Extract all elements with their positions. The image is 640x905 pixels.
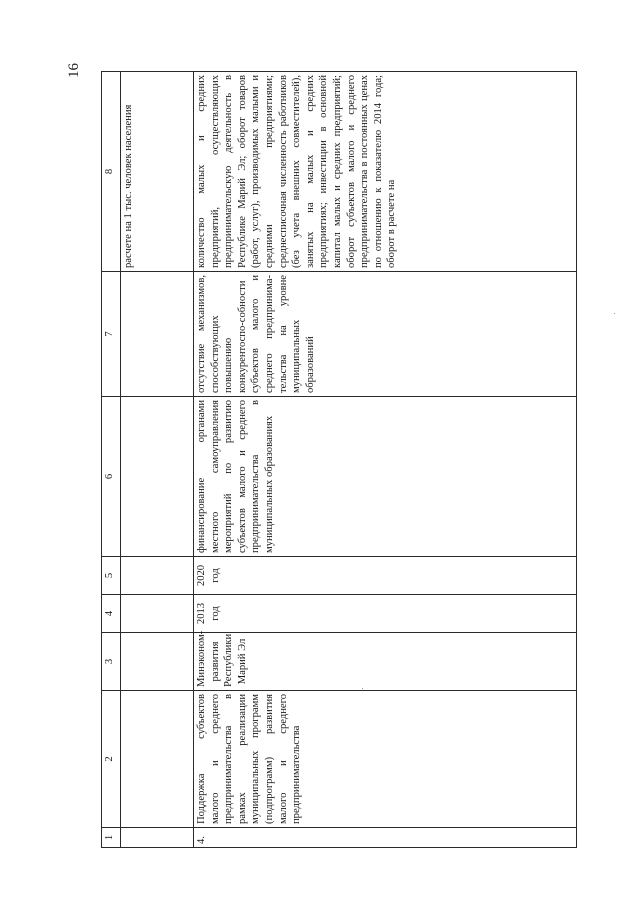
measure-name-cell: Поддержка субъектов малого и среднего предпринимательства в рамках реализации муниципальных программ (подпрограмм) развития малого и среднего предпринимательства <box>194 691 577 828</box>
table-row <box>194 72 577 848</box>
cont-cell-1 <box>121 828 194 848</box>
consequences-cell: отсутствие механизмов, способствующих повышению конкурентоспо-собности субъектов малого и среднего предпринима-тельства на уровне муниципальных образований <box>194 272 577 397</box>
col-header-4: 4 <box>102 595 121 633</box>
cont-cell-7 <box>121 272 194 397</box>
expected-result-cell: финансирование органами местного самоуправления мероприятий по развитию субъектов малого и среднего предпринимательства в муниципальных образованиях <box>194 397 577 557</box>
cont-cell-4 <box>121 595 194 633</box>
col-header-1: 1 <box>102 828 121 848</box>
col-header-2: 2 <box>102 691 121 828</box>
measures-table <box>101 71 577 848</box>
row-number: 4. <box>194 828 577 848</box>
col-header-5: 5 <box>102 557 121 595</box>
col-header-3: 3 <box>102 633 121 691</box>
start-year-cell: 2013 год <box>194 595 577 633</box>
cont-cell-3 <box>121 633 194 691</box>
indicators-cell: количество малых и средних предприятий, осуществляющих предпринимательскую деятельность в Республике Марий Эл; оборот товаров (работ, услуг), производимых малыми и средними предприятиями; среднесписочная численность работников (без учета внешних совместителей), занятых на малых и средних предприятиях; инвестиции в основной капитал малых и средних предприятий; оборот субъектов малого и среднего предпринимательства в постоянных ценах по отношению к показателю 2014 года; оборот в расчете на <box>194 72 577 272</box>
col-header-8: 8 <box>102 72 121 272</box>
rotated-table-sheet <box>101 72 583 848</box>
cont-indicator-cell: расчете на 1 тыс. человек населения <box>121 72 194 272</box>
col-header-7: 7 <box>102 272 121 397</box>
cont-cell-2 <box>121 691 194 828</box>
cont-cell-5 <box>121 557 194 595</box>
col-header-6: 6 <box>102 397 121 557</box>
header-row <box>102 72 121 848</box>
scan-speck <box>362 688 363 689</box>
continuation-row <box>121 72 194 848</box>
scan-speck <box>614 313 615 314</box>
cont-cell-6 <box>121 397 194 557</box>
executor-cell: Минэконом-развития Республики Марий Эл <box>194 633 577 691</box>
end-year-cell: 2020 год <box>194 557 577 595</box>
page-number: 16 <box>66 63 82 78</box>
